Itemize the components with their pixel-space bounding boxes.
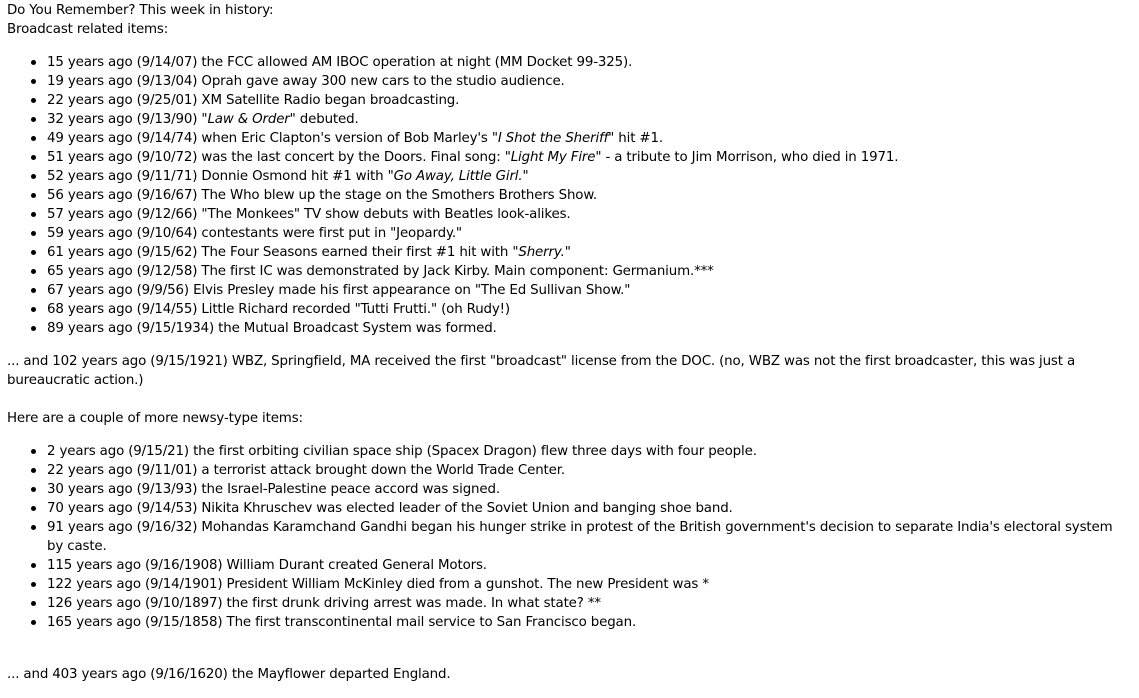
list-item: 51 years ago (9/10/72) was the last concert by the Doors. Final song: "Light My Fire" - a tribute to Jim Morrison, who died in 1971. xyxy=(47,148,1132,167)
list-item: 89 years ago (9/15/1934) the Mutual Broadcast System was formed. xyxy=(47,319,1132,338)
list-item: 126 years ago (9/10/1897) the first drunk driving arrest was made. In what state? ** xyxy=(47,594,1132,613)
list-item: 32 years ago (9/13/90) "Law & Order" debuted. xyxy=(47,110,1132,129)
section-heading-news: Here are a couple of more newsy-type items: xyxy=(7,411,303,426)
list-item: 91 years ago (9/16/32) Mohandas Karamchand Gandhi began his hunger strike in protest of the British government's decision to separate India's electoral system by caste. xyxy=(47,518,1132,556)
list-item: 70 years ago (9/14/53) Nikita Khruschev was elected leader of the Soviet Union and banging shoe band. xyxy=(47,499,1132,518)
broadcast-list xyxy=(7,53,1132,338)
song-title: Go Away, Little Girl. xyxy=(393,169,523,184)
list-item: 30 years ago (9/13/93) the Israel-Palestine peace accord was signed. xyxy=(47,480,1132,499)
list-item: 57 years ago (9/12/66) "The Monkees" TV show debuts with Beatles look-alikes. xyxy=(47,205,1132,224)
list-item: 15 years ago (9/14/07) the FCC allowed AM IBOC operation at night (MM Docket 99-325). xyxy=(47,53,1132,72)
song-title: I Shot the Sheriff xyxy=(497,131,609,146)
page-title: Do You Remember? This week in history: xyxy=(7,3,274,18)
list-item: 115 years ago (9/16/1908) William Durant created General Motors. xyxy=(47,556,1132,575)
list-item: 49 years ago (9/14/74) when Eric Clapton's version of Bob Marley's "I Shot the Sheriff" hit #1. xyxy=(47,129,1132,148)
wbz-note: ... and 102 years ago (9/15/1921) WBZ, Springfield, MA received the first "broadcast" license from the DOC. (no, WBZ was not the first broadcaster, this was just a bureaucratic action.) xyxy=(7,354,1075,388)
list-item: 165 years ago (9/15/1858) The first transcontinental mail service to San Francisco began. xyxy=(47,613,1132,632)
song-title: "Sherry." xyxy=(512,245,571,260)
list-item: 2 years ago (9/15/21) the first orbiting civilian space ship (Spacex Dragon) flew three days with four people. xyxy=(47,442,1132,461)
list-item: 67 years ago (9/9/56) Elvis Presley made his first appearance on "The Ed Sullivan Show." xyxy=(47,281,1132,300)
list-item: 59 years ago (9/10/64) contestants were first put in "Jeopardy." xyxy=(47,224,1132,243)
list-item: 65 years ago (9/12/58) The first IC was demonstrated by Jack Kirby. Main component: Germanium.*** xyxy=(47,262,1132,281)
mayflower-note: ... and 403 years ago (9/16/1620) the Mayflower departed England. xyxy=(7,667,451,682)
list-item: 56 years ago (9/16/67) The Who blew up the stage on the Smothers Brothers Show. xyxy=(47,186,1132,205)
list-item: 19 years ago (9/13/04) Oprah gave away 300 new cars to the studio audience. xyxy=(47,72,1132,91)
list-item: 52 years ago (9/11/71) Donnie Osmond hit #1 with "Go Away, Little Girl." xyxy=(47,167,1132,186)
section-heading-broadcast: Broadcast related items: xyxy=(7,22,169,37)
list-item: 22 years ago (9/25/01) XM Satellite Radio began broadcasting. xyxy=(47,91,1132,110)
list-item: 61 years ago (9/15/62) The Four Seasons earned their first #1 hit with "Sherry." xyxy=(47,243,1132,262)
song-title: Light My Fire xyxy=(510,150,596,165)
show-title: Law & Order xyxy=(207,112,290,127)
news-list xyxy=(7,442,1132,632)
list-item: 122 years ago (9/14/1901) President William McKinley died from a gunshot. The new President was * xyxy=(47,575,1132,594)
list-item: 22 years ago (9/11/01) a terrorist attack brought down the World Trade Center. xyxy=(47,461,1132,480)
list-item: 68 years ago (9/14/55) Little Richard recorded "Tutti Frutti." (oh Rudy!) xyxy=(47,300,1132,319)
